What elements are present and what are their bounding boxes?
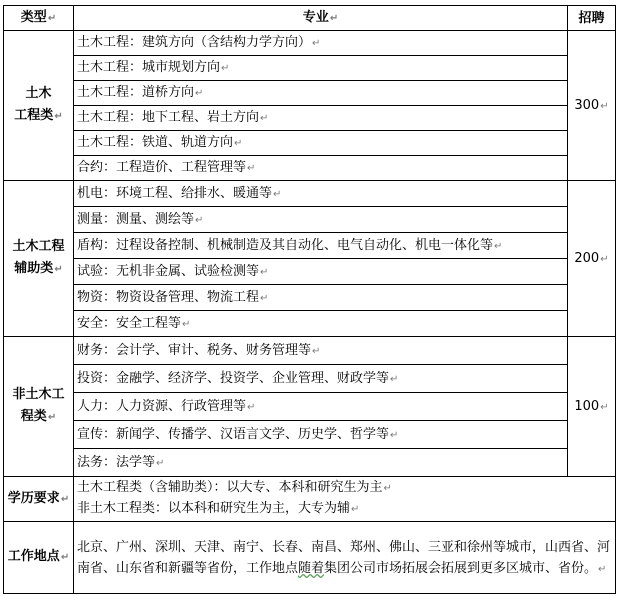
paragraph-mark: ↵ — [312, 38, 321, 49]
major-row — [4, 81, 616, 106]
category-label: 土木 — [25, 86, 52, 101]
major-cell — [74, 81, 568, 106]
paragraph-mark: ↵ — [260, 292, 269, 304]
category-cell — [4, 337, 74, 477]
major-row — [4, 31, 616, 56]
location-text-wavy: 随着 — [298, 561, 325, 576]
major-row — [4, 233, 616, 259]
paragraph-mark: ↵ — [60, 493, 70, 505]
recruit-count — [568, 31, 616, 181]
recruit-count — [568, 337, 616, 477]
major-text: 土木工程：地下工程、岩土方向 — [77, 110, 260, 125]
paragraph-mark: ↵ — [383, 483, 392, 494]
major-row — [4, 181, 616, 207]
major-text: 合约：工程造价、工程管理等 — [77, 160, 247, 175]
major-cell — [74, 337, 568, 365]
major-row — [4, 393, 616, 421]
major-text: 安全：安全工程等 — [77, 315, 182, 331]
major-text: 宣传：新闻学、传播学、汉语言文学、历史学、哲学等 — [77, 426, 390, 442]
paragraph-mark: ↵ — [221, 63, 230, 74]
major-text: 土木工程：道桥方向 — [77, 85, 195, 100]
category-label: 土木工程 — [12, 239, 65, 254]
paragraph-mark: ↵ — [260, 113, 269, 124]
major-row — [4, 106, 616, 131]
major-cell — [74, 156, 568, 181]
paragraph-mark: ↵ — [195, 214, 204, 226]
major-row — [4, 449, 616, 477]
category-label: 非土木工 — [12, 387, 65, 402]
major-cell — [74, 421, 568, 449]
major-cell — [74, 259, 568, 285]
location-label: 工作地点 — [7, 549, 60, 564]
paragraph-mark: ↵ — [247, 401, 256, 413]
paragraph-mark: ↵ — [598, 564, 607, 575]
paragraph-mark: ↵ — [600, 401, 609, 413]
paragraph-mark: ↵ — [260, 266, 269, 278]
location-label-cell — [4, 522, 74, 594]
location-text — [74, 522, 616, 594]
major-row — [4, 131, 616, 156]
location-row — [4, 522, 616, 594]
major-cell — [74, 233, 568, 259]
paragraph-mark: ↵ — [234, 138, 243, 149]
education-row — [4, 477, 616, 522]
paragraph-mark: ↵ — [195, 88, 204, 99]
location-text-after: 集团公司市场拓展会拓展到更多区城市、省份。 — [324, 561, 598, 576]
paragraph-mark: ↵ — [182, 318, 191, 330]
category-cell — [4, 31, 74, 181]
major-cell — [74, 106, 568, 131]
major-row — [4, 311, 616, 337]
education-line: 非土木工程类：以本科和研究生为主，大专为辅 — [77, 501, 351, 516]
paragraph-mark: ↵ — [54, 111, 63, 122]
major-cell — [74, 56, 568, 81]
recruit-count — [568, 181, 616, 337]
location-text-before: 北京、广州、深圳、天津、南宁、长春、南昌、郑州、佛山、三亚和徐州等城市，山西省、河南省、山东省和新疆等省份，工作地点 — [77, 540, 611, 576]
major-text: 人力：人力资源、行政管理等 — [77, 398, 247, 414]
major-row — [4, 259, 616, 285]
major-cell — [74, 365, 568, 393]
major-cell — [74, 181, 568, 207]
major-cell — [74, 449, 568, 477]
major-text: 土木工程：建筑方向（含结构力学方向） — [77, 35, 312, 50]
paragraph-mark: ↵ — [47, 412, 57, 423]
paragraph-mark: ↵ — [390, 429, 399, 441]
recruit-count-value: 100 — [574, 398, 600, 414]
paragraph-mark: ↵ — [312, 345, 321, 357]
major-text: 土木工程：城市规划方向 — [77, 60, 221, 75]
major-row — [4, 337, 616, 365]
major-row — [4, 156, 616, 181]
header-type: 类型↵ — [4, 6, 74, 31]
paragraph-mark: ↵ — [390, 373, 399, 385]
major-text: 物资：物资设备管理、物流工程 — [77, 289, 260, 305]
education-line: 土木工程类（含辅助类）：以大专、本科和研究生为主 — [77, 480, 383, 495]
major-text: 测量：测量、测绘等 — [77, 211, 195, 227]
paragraph-mark: ↵ — [273, 188, 282, 200]
paragraph-mark: ↵ — [494, 240, 503, 252]
major-row — [4, 421, 616, 449]
major-text: 机电：环境工程、给排水、暖通等 — [77, 185, 273, 201]
major-text: 财务：会计学、审计、税务、财务管理等 — [77, 342, 312, 358]
major-text: 试验：无机非金属、试验检测等 — [77, 263, 260, 279]
major-cell — [74, 285, 568, 311]
major-cell — [74, 131, 568, 156]
major-row — [4, 365, 616, 393]
education-text — [74, 477, 616, 522]
major-text: 土木工程：铁道、轨道方向 — [77, 135, 234, 150]
major-text: 法务：法学等 — [77, 454, 156, 470]
header-major: 专业↵ — [74, 6, 568, 31]
major-row — [4, 56, 616, 81]
paragraph-mark: ↵ — [247, 163, 256, 174]
major-text: 盾构：过程设备控制、机械制造及其自动化、电气自动化、机电一体化等 — [77, 237, 494, 253]
recruitment-table — [3, 5, 616, 594]
category-label: 辅助类 — [14, 261, 54, 276]
major-cell — [74, 393, 568, 421]
major-cell — [74, 207, 568, 233]
header-row — [4, 6, 616, 31]
education-label: 学历要求 — [7, 490, 60, 506]
major-text: 投资：金融学、经济学、投资学、企业管理、财政学等 — [77, 370, 390, 386]
education-label-cell — [4, 477, 74, 522]
paragraph-mark: ↵ — [60, 552, 70, 563]
major-cell — [74, 31, 568, 56]
header-recruit: 招聘 — [568, 6, 616, 31]
major-row — [4, 207, 616, 233]
major-cell — [74, 311, 568, 337]
category-cell — [4, 181, 74, 337]
paragraph-mark: ↵ — [600, 100, 609, 112]
paragraph-mark: ↵ — [54, 264, 63, 275]
recruit-count-value: 200 — [574, 250, 600, 266]
paragraph-mark: ↵ — [156, 457, 165, 469]
category-label: 工程类 — [14, 108, 54, 123]
paragraph-mark: ↵ — [600, 253, 609, 265]
category-label: 程类 — [20, 409, 47, 424]
paragraph-mark: ↵ — [351, 504, 360, 515]
major-row — [4, 285, 616, 311]
recruit-count-value: 300 — [574, 97, 600, 113]
